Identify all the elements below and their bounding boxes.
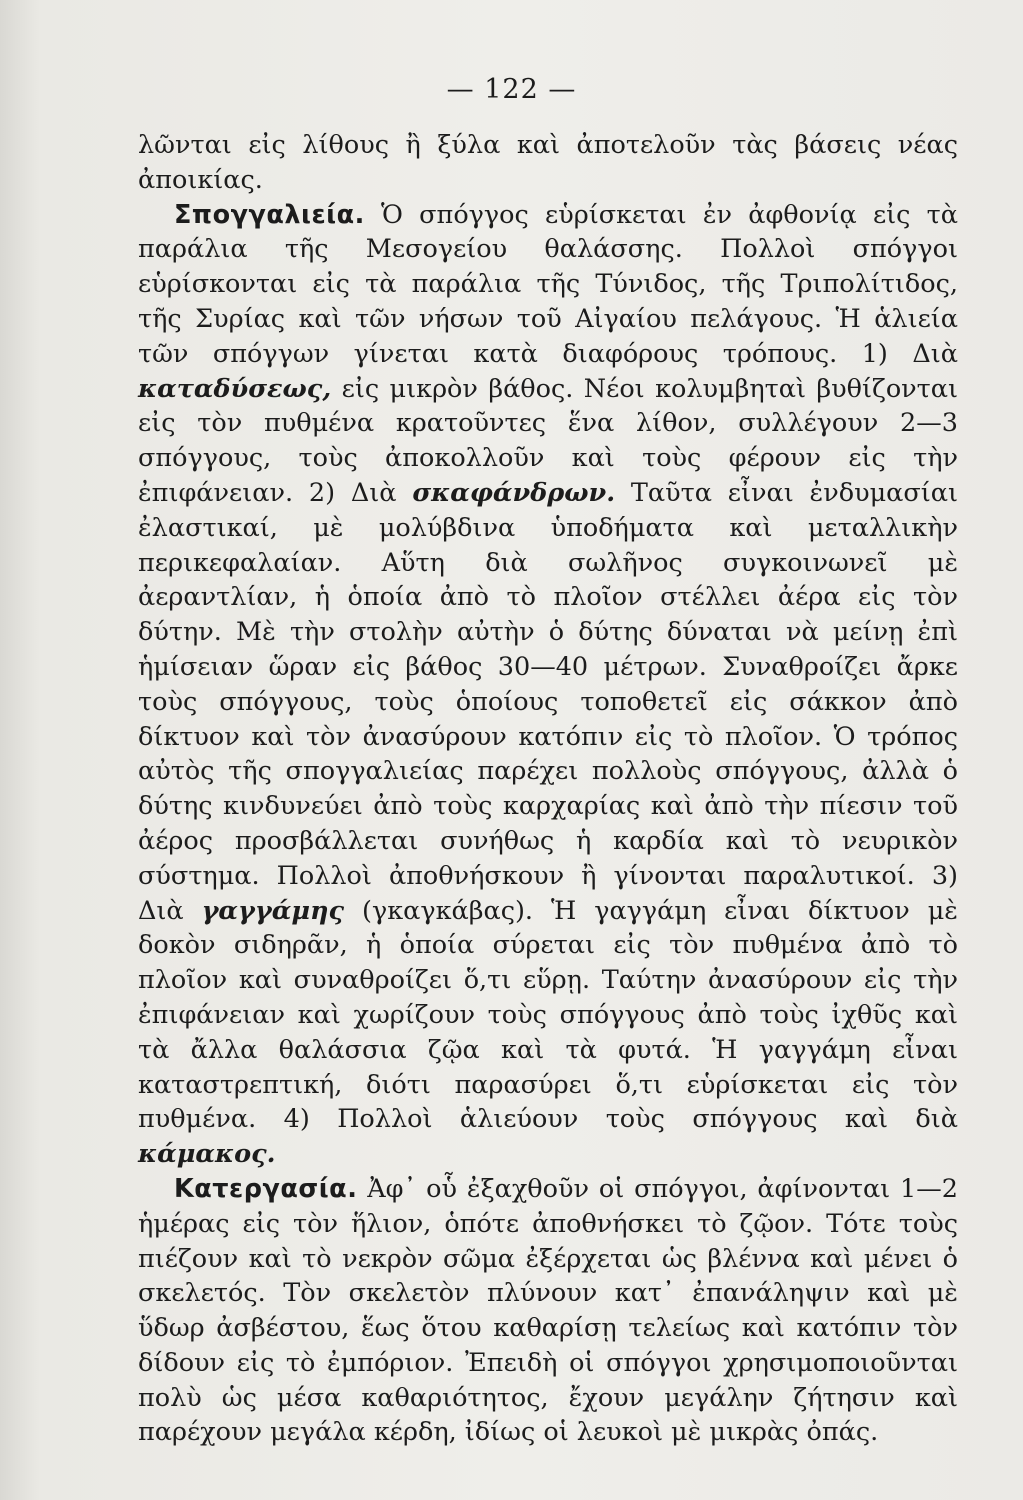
section-heading-processing: Κατεργασία. [174, 1173, 358, 1204]
paragraph-sponge-fishing [138, 198, 958, 1172]
text-run: εἰς μικρὸν βάθος. Νέοι κολυμβηταὶ βυθίζονται εἰς τὸν πυθμένα κρατοῦντες ἕνα λίθον, συλλέγουν 2—3 σπόγγους, τοὺς ἀποκολλοῦν καὶ τοὺς φέρουν εἰς τὴν ἐπιφάνειαν. 2) Διὰ [138, 373, 958, 508]
term-diving-suits: σκαφάνδρων. [412, 477, 616, 508]
text-run: Ἀφ᾽ οὗ ἐξαχθοῦν οἱ σπόγγοι, ἀφίνονται 1—2 ἡμέρας εἰς τὸν ἥλιον, ὁπότε ἀποθνήσκει τὸ ζῷον. Τότε τοὺς πιέζουν καὶ τὸ νεκρὸν σῶμα ἐξέρχεται ὡς βλέννα καὶ μένει ὁ σκελετός. Τὸν σκελετὸν πλύνουν κατ᾽ ἐπανάληψιν καὶ μὲ ὕδωρ ἀσβέστου, ἕως ὅτου καθαρίσῃ τελείως καὶ κατόπιν τὸν δίδουν εἰς τὸ ἐμπόριον. Ἐπειδὴ οἱ σπόγγοι χρησιμοποιοῦνται πολὺ ὡς μέσα καθαριότητος, ἔχουν μεγάλην ζήτησιν καὶ παρέχουν μεγάλα κέρδη, ἰδίως οἱ λευκοὶ μὲ μικρὰς ὀπάς. [138, 1173, 958, 1448]
text-run: (γκαγκάβας). Ἡ γαγγάμη εἶναι δίκτυον μὲ δοκὸν σιδηρᾶν, ἡ ὁποία σύρεται εἰς τὸν πυθμένα ἀπὸ τὸ πλοῖον καὶ συναθροίζει ὅ,τι εὕρῃ. Ταύτην ἀνασύρουν εἰς τὴν ἐπιφάνειαν καὶ χωρίζουν τοὺς σπόγγους ἀπὸ τοὺς ἰχθῦς καὶ τὰ ἄλλα θαλάσσια ζῷα καὶ τὰ φυτά. Ἡ γαγγάμη εἶναι καταστρεπτική, διότι παρασύρει ὅ,τι εὑρίσκεται εἰς τὸν πυθμένα. 4) Πολλοὶ ἁλιεύουν τοὺς σπόγγους καὶ διὰ [138, 895, 958, 1135]
body-text [138, 128, 958, 1450]
section-heading-sponge-fishing: Σπογγαλιεία. [174, 199, 365, 230]
text-run: Ταῦτα εἶναι ἐνδυμασίαι ἐλαστικαί, μὲ μολύβδινα ὑποδήματα καὶ μεταλλικὴν περικεφαλαίαν. Αὕτη διὰ σωλῆνος συγκοινωνεῖ μὲ ἀεραντλίαν, ἡ ὁποία ἀπὸ τὸ πλοῖον στέλλει ἀέρα εἰς τὸν δύτην. Μὲ τὴν στολὴν αὐτὴν ὁ δύτης δύναται νὰ μείνῃ ἐπὶ ἡμίσειαν ὥραν εἰς βάθος 30—40 μέτρων. Συναθροίζει ἄρκε τοὺς σπόγγους, τοὺς ὁποίους τοποθετεῖ εἰς σάκκον ἀπὸ δίκτυον καὶ τὸν ἀνασύρουν κατόπιν εἰς τὸ πλοῖον. Ὁ τρόπος αὐτὸς τῆς σπογγαλιείας παρέχει πολλοὺς σπόγγους, ἀλλὰ ὁ δύτης κινδυνεύει ἀπὸ τοὺς καρχαρίας καὶ ἀπὸ τὴν πίεσιν τοῦ ἀέρος προσβάλλεται συνήθως ἡ καρδία καὶ τὸ νευρικὸν σύστημα. Πολλοὶ ἀποθνήσκουν ἢ γίνονται παραλυτικοί. 3) Διὰ [138, 477, 958, 926]
paragraph-continuation: λῶνται εἰς λίθους ἢ ξύλα καὶ ἀποτελοῦν τὰς βάσεις νέας ἀποικίας. [138, 130, 958, 195]
term-harpoon: κάμακος. [138, 1139, 276, 1170]
text-run: Ὁ σπόγγος εὑρίσκεται ἐν ἀφθονίᾳ εἰς τὰ παράλια τῆς Μεσογείου θαλάσσης. Πολλοὶ σπόγγοι εὑρίσκονται εἰς τὰ παράλια τῆς Τύνιδος, τῆς Τριπολίτιδος, τῆς Συρίας καὶ τῶν νήσων τοῦ Αἰγαίου πελάγους. Ἡ ἁλιεία τῶν σπόγγων γίνεται κατὰ διαφόρους τρόπους. 1) Διὰ [138, 199, 958, 369]
term-diving: καταδύσεως, [138, 373, 332, 404]
page-number: — 122 — [446, 74, 577, 105]
paragraph-processing [138, 1172, 958, 1450]
term-dredge: γαγγάμης [201, 895, 345, 926]
